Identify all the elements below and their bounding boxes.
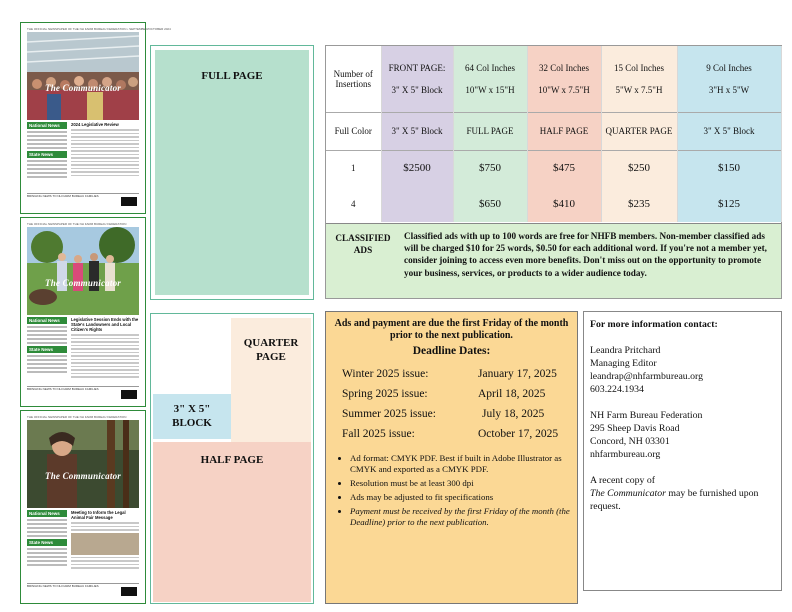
- thumbnail-photo: [27, 32, 139, 120]
- color-cell: QUARTER PAGE: [601, 112, 677, 150]
- requirement-item: • Payment must be received by the first Friday of the month (the Deadline) prior to the next publication.: [350, 506, 571, 528]
- price-cell: $650: [453, 186, 527, 222]
- thumbnail-sidebar: [27, 122, 67, 191]
- price-cell: [381, 186, 453, 222]
- half-page-label: HALF PAGE: [200, 454, 264, 466]
- thumbnail-masthead: The Communicator: [45, 278, 121, 288]
- org-website-link[interactable]: nhfarmbureau.org: [590, 449, 661, 460]
- col-half-page: 32 Col Inches 10"W x 7.5"H: [527, 46, 601, 112]
- footer-text: BRINGING NEWS TO NH FARM BUREAU FAMILIES: [27, 584, 99, 588]
- rates-table: [325, 45, 782, 299]
- thumbnail-masthead: The Communicator: [45, 83, 121, 93]
- price-cell: $235: [601, 186, 677, 222]
- farm-bureau-logo-icon: [121, 390, 137, 399]
- col-block: 9 Col Inches 3"H x 5"W: [677, 46, 781, 112]
- thumbnail-issue-1[interactable]: [20, 22, 171, 214]
- thumbnail-photo: [27, 227, 139, 315]
- thumbnail-sidebar: [27, 317, 67, 384]
- thumbnail-footer: [27, 193, 139, 209]
- deadline-row: Spring 2025 issue: April 18, 2025: [342, 388, 546, 400]
- section-label: National News: [27, 317, 67, 324]
- requirement-item: • Ad format: CMYK PDF. Best if built in Adobe Illustrator as CMYK and exported as a CMYK PDF.: [350, 453, 571, 475]
- classified-label: CLASSIFIED ADS: [335, 233, 391, 255]
- price-cell: $2500: [381, 150, 453, 186]
- thumbnail-headline: Legislative Session Ends with the State's Landowners and Local Citizen's Rights: [71, 317, 139, 332]
- requirement-item: • Ads may be adjusted to fit specifications: [350, 492, 571, 503]
- copy-request: The Communicator may be furnished upon request.: [590, 488, 759, 512]
- full-page-label: FULL PAGE: [155, 50, 309, 295]
- publication-title: The Communicator: [590, 488, 666, 499]
- block-3x5: [153, 394, 231, 439]
- thumbnail-article: [71, 317, 139, 384]
- contact-heading: For more information contact:: [590, 319, 718, 330]
- insertion-count: 1: [326, 150, 381, 186]
- ad-size-layout: [150, 313, 314, 604]
- thumbnail-masthead: The Communicator: [45, 471, 121, 481]
- deadline-intro: Ads and payment are due the first Friday of the month prior to the next publication.: [334, 318, 569, 341]
- contact-name: Leandra Pritchard: [590, 345, 661, 356]
- price-cell: $150: [677, 150, 781, 186]
- deadline-heading: Deadline Dates:: [412, 345, 491, 357]
- color-cell: 3" X 5" Block: [381, 112, 453, 150]
- color-cell: 3" X 5" Block: [677, 112, 781, 150]
- section-label: National News: [27, 122, 67, 129]
- section-label: National News: [27, 510, 67, 517]
- thumbnail-photo: [27, 420, 139, 508]
- deadline-box: [325, 311, 578, 604]
- insertions-header: Number of Insertions: [326, 46, 381, 112]
- insertion-count: 4: [326, 186, 381, 222]
- color-cell: HALF PAGE: [527, 112, 601, 150]
- thumbnail-header: THE OFFICIAL NEWSPAPER OF THE NH FARM BUREAU FEDERATION • SEPTEMBER/OCTOBER 2024: [27, 27, 171, 31]
- thumbnail-header: THE OFFICIAL NEWSPAPER OF THE NH FARM BUREAU FEDERATION: [27, 222, 127, 226]
- farm-bureau-logo-icon: [121, 197, 137, 206]
- contact-phone: 603.224.1934: [590, 384, 644, 395]
- price-cell: $250: [601, 150, 677, 186]
- col-quarter-page: 15 Col Inches 5"W x 7.5"H: [601, 46, 677, 112]
- org-name: NH Farm Bureau Federation: [590, 410, 703, 421]
- section-label: State News: [27, 151, 67, 158]
- section-label: State News: [27, 539, 67, 546]
- thumbnail-issue-3[interactable]: [20, 410, 146, 604]
- farm-bureau-logo-icon: [121, 587, 137, 596]
- quarter-page-label: QUARTER PAGE: [243, 337, 299, 363]
- col-front-page: FRONT PAGE: 3" X 5" Block: [381, 46, 453, 112]
- deadline-row: Fall 2025 issue: October 17, 2025: [342, 428, 559, 440]
- org-street: 295 Sheep Davis Road: [590, 423, 680, 434]
- thumbnail-header: THE OFFICIAL NEWSPAPER OF THE NH FARM BUREAU FEDERATION: [27, 415, 127, 419]
- half-page-block: [153, 442, 311, 602]
- copy-line: A recent copy of: [590, 475, 656, 486]
- classified-text: Classified ads with up to 100 words are free for NHFB members. Non-member classified ads will be charged $10 for 25 words, $0.50 for each additional word. If you're not a member yet, consider joining to access even more benefits. Don't miss out on the opportunity to promote your business, services, or products to a wider audience today.: [404, 231, 767, 278]
- price-cell: $750: [453, 150, 527, 186]
- section-label: State News: [27, 346, 67, 353]
- thumbnail-sidebar: [27, 510, 67, 581]
- org-city: Concord, NH 03301: [590, 436, 670, 447]
- thumbnail-headline: 2024 Legislative Review: [71, 122, 119, 127]
- price-cell: $475: [527, 150, 601, 186]
- thumbnail-article: [71, 510, 139, 581]
- footer-text: BRINGING NEWS TO NH FARM BUREAU FAMILIES: [27, 387, 99, 391]
- ad-requirements-list: [332, 453, 571, 531]
- thumbnail-footer: [27, 583, 139, 599]
- price-cell: $410: [527, 186, 601, 222]
- color-cell: FULL PAGE: [453, 112, 527, 150]
- block-3x5-label: 3" X 5" BLOCK: [172, 403, 212, 429]
- thumbnail-article: [71, 122, 139, 191]
- thumbnail-issue-2[interactable]: [20, 217, 146, 407]
- deadline-row: Winter 2025 issue: January 17, 2025: [342, 368, 557, 380]
- price-cell: $125: [677, 186, 781, 222]
- classified-ads-row: [326, 223, 781, 298]
- footer-text: BRINGING NEWS TO NH FARM BUREAU FAMILIES: [27, 194, 99, 198]
- deadline-row: Summer 2025 issue: July 18, 2025: [342, 408, 545, 420]
- quarter-page-block: [231, 318, 311, 442]
- full-page-sample: [150, 45, 314, 300]
- requirement-item: • Resolution must be at least 300 dpi: [350, 478, 571, 489]
- contact-box: [583, 311, 782, 591]
- full-color-label: Full Color: [326, 112, 381, 150]
- thumbnail-headline: Meeting to Inform the Legal Animal Fair Message: [71, 510, 126, 520]
- contact-email-link[interactable]: leandrap@nhfarmbureau.org: [590, 371, 704, 382]
- contact-title: Managing Editor: [590, 358, 657, 369]
- thumbnail-footer: [27, 386, 139, 402]
- col-full-page: 64 Col Inches 10"W x 15"H: [453, 46, 527, 112]
